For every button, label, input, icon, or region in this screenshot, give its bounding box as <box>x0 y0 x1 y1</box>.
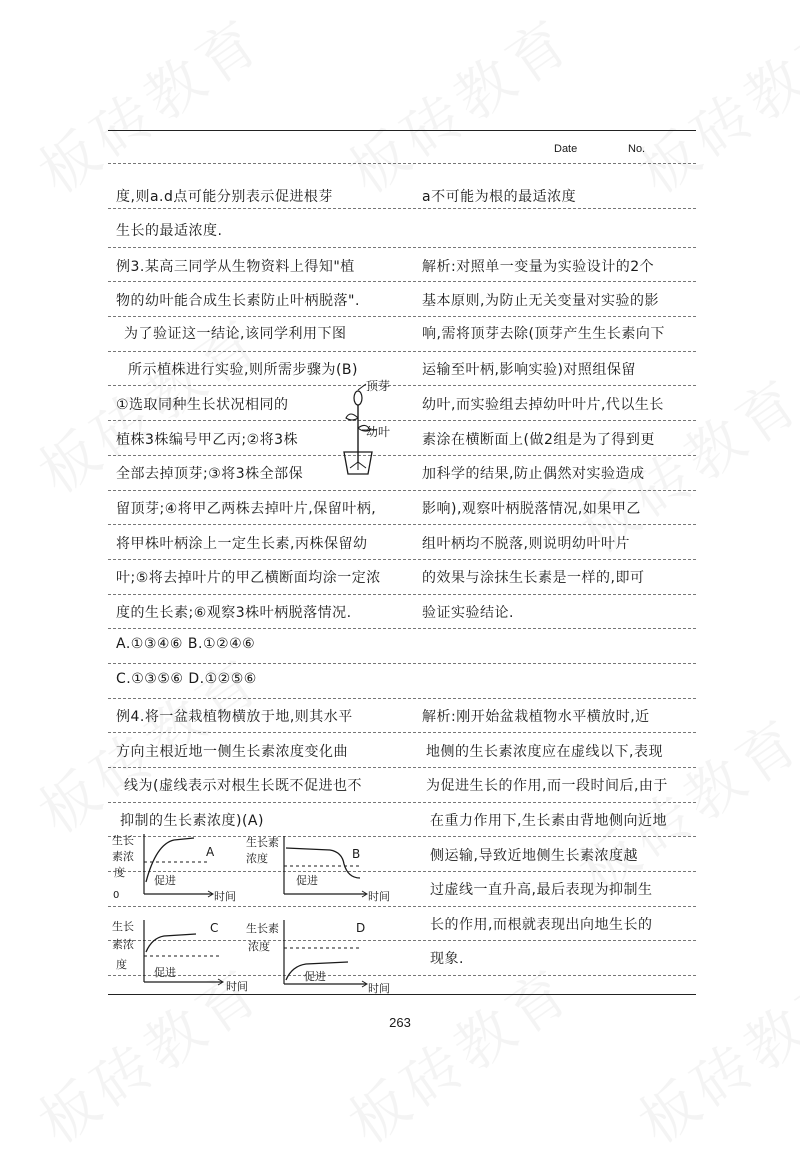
left-text-line: 为了验证这一结论,该同学利用下图 <box>124 326 347 342</box>
left-text-line: 叶;⑤将去掉叶片的甲乙横断面均涂一定浓 <box>116 570 381 586</box>
left-text-line: 生长的最适浓度. <box>116 223 223 239</box>
graph-a-ylabel: 度 <box>114 866 125 879</box>
graph-d-ylabel: 浓度 <box>248 940 270 953</box>
graph-d <box>244 918 404 994</box>
right-text-line: 验证实验结论. <box>422 605 514 621</box>
left-text-line: 植株3株编号甲乙丙;②将3株 <box>116 432 299 448</box>
graph-b-ylabel: 浓度 <box>246 852 268 865</box>
graph-a-promote: 促进 <box>154 874 176 887</box>
graph-b <box>244 834 404 904</box>
graph-a-ylabel: 素浓 <box>112 850 134 863</box>
ruled-line <box>108 247 696 248</box>
graph-b-xlabel: 时间 <box>368 890 390 903</box>
right-text-line: 解析:刚开始盆栽植物水平横放时,近 <box>422 709 650 725</box>
ruled-line <box>108 559 696 560</box>
ruled-line <box>108 163 696 164</box>
graph-d-ylabel: 生长素 <box>246 922 279 935</box>
left-text-line: ①选取同种生长状况相同的 <box>116 397 289 413</box>
ruled-line <box>108 767 696 768</box>
right-text-line: 响,需将顶芽去除(顶芽产生生长素向下 <box>422 326 665 342</box>
right-text-line: 组叶柄均不脱落,则说明幼叶叶片 <box>422 536 630 552</box>
left-text-line: 抑制的生长素浓度)(A) <box>120 813 264 829</box>
ruled-line <box>108 316 696 317</box>
right-text-line: 解析:对照单一变量为实验设计的2个 <box>422 259 655 275</box>
right-text-line: 的效果与涂抹生长素是一样的,即可 <box>422 570 645 586</box>
right-text-line: 幼叶,而实验组去掉幼叶叶片,代以生长 <box>422 397 664 413</box>
graph-a-letter: A <box>206 845 215 859</box>
right-text-line: 长的作用,而根就表现出向地生长的 <box>430 917 653 933</box>
right-text-line: 在重力作用下,生长素由背地侧向近地 <box>430 813 667 829</box>
ruled-line <box>108 732 696 733</box>
right-text-line: 影响),观察叶柄脱落情况,如果甲乙 <box>422 501 641 517</box>
right-text-line: a不可能为根的最适浓度 <box>422 189 577 205</box>
graph-c-letter: C <box>210 921 219 935</box>
watermark <box>19 0 277 210</box>
left-text-line: 例4.将一盆栽植物横放于地,则其水平 <box>116 709 353 725</box>
left-text-line: 线为(虚线表示对根生长既不促进也不 <box>124 778 362 794</box>
right-text-line: 为促进生长的作用,而一段时间后,由于 <box>426 778 668 794</box>
graph-c-ylabel: 度 <box>116 958 127 971</box>
ruled-line <box>108 663 696 664</box>
right-text-line: 运输至叶柄,影响实验)对照组保留 <box>422 362 636 378</box>
header-rule <box>108 130 696 131</box>
graph-c-promote: 促进 <box>154 966 176 979</box>
right-text-line: 现象. <box>430 951 464 967</box>
right-text-line: 过虚线一直升高,最后表现为抑制生 <box>430 882 653 898</box>
plant-figure <box>336 378 416 478</box>
left-text-line: 将甲株叶柄涂上一定生长素,丙株保留幼 <box>116 536 368 552</box>
left-text-line: 全部去掉顶芽;③将3株全部保 <box>116 466 304 482</box>
right-text-line: 素涂在横断面上(做2组是为了得到更 <box>422 432 655 448</box>
right-text-line: 地侧的生长素浓度应在虚线以下,表现 <box>426 744 663 760</box>
ruled-line <box>108 281 696 282</box>
graph-c-xlabel: 时间 <box>226 980 248 992</box>
ruled-line <box>108 594 696 595</box>
watermark <box>619 0 800 210</box>
graph-a <box>110 832 250 904</box>
leaf-label: 幼叶 <box>366 425 391 439</box>
bud-label: 顶芽 <box>366 379 391 393</box>
left-text-line: C.①③⑤⑥ D.①②⑤⑥ <box>116 671 257 687</box>
watermark <box>619 944 800 1160</box>
right-text-line: 加科学的结果,防止偶然对实验造成 <box>422 466 645 482</box>
left-text-line: A.①③④⑥ B.①②④⑥ <box>116 636 256 652</box>
watermark <box>329 0 587 210</box>
left-text-line: 方向主根近地一侧生长素浓度变化曲 <box>116 744 348 760</box>
graph-a-xlabel: 时间 <box>214 890 236 903</box>
graph-d-letter: D <box>356 921 366 935</box>
graph-d-xlabel: 时间 <box>368 982 390 994</box>
ruled-line <box>108 628 696 629</box>
date-label: Date <box>554 143 578 155</box>
graph-b-promote: 促进 <box>296 874 318 887</box>
graph-a-ylabel: 生长 <box>112 834 134 847</box>
ruled-line <box>108 802 696 803</box>
graph-a-origin: 0 <box>113 890 120 901</box>
right-text-line: 基本原则,为防止无关变量对实验的影 <box>422 293 659 309</box>
ruled-line <box>108 698 696 699</box>
right-text-line: 侧运输,导致近地侧生长素浓度越 <box>430 848 638 864</box>
footer-rule <box>108 994 696 995</box>
graph-c-ylabel: 生长 <box>112 920 134 933</box>
ruled-line <box>108 524 696 525</box>
graph-b-letter: B <box>352 847 361 861</box>
ruled-line <box>108 351 696 352</box>
graph-c-ylabel: 素浓 <box>112 938 134 951</box>
ruled-line <box>108 906 696 907</box>
ruled-line <box>108 490 696 491</box>
left-text-line: 物的幼叶能合成生长素防止叶柄脱落". <box>116 293 360 309</box>
left-text-line: 度,则a.d点可能分别表示促进根芽 <box>116 189 333 205</box>
graph-d-promote: 促进 <box>304 970 326 983</box>
page-number: 263 <box>389 1015 411 1030</box>
left-text-line: 度的生长素;⑥观察3株叶柄脱落情况. <box>116 605 352 621</box>
ruled-line <box>108 208 696 209</box>
graph-b-ylabel: 生长素 <box>246 836 279 849</box>
number-label: No. <box>628 143 646 155</box>
left-text-line: 所示植株进行实验,则所需步骤为(B) <box>128 362 358 378</box>
left-text-line: 例3.某高三同学从生物资料上得知"植 <box>116 259 355 275</box>
left-text-line: 留顶芽;④将甲乙两株去掉叶片,保留叶柄, <box>116 501 377 517</box>
